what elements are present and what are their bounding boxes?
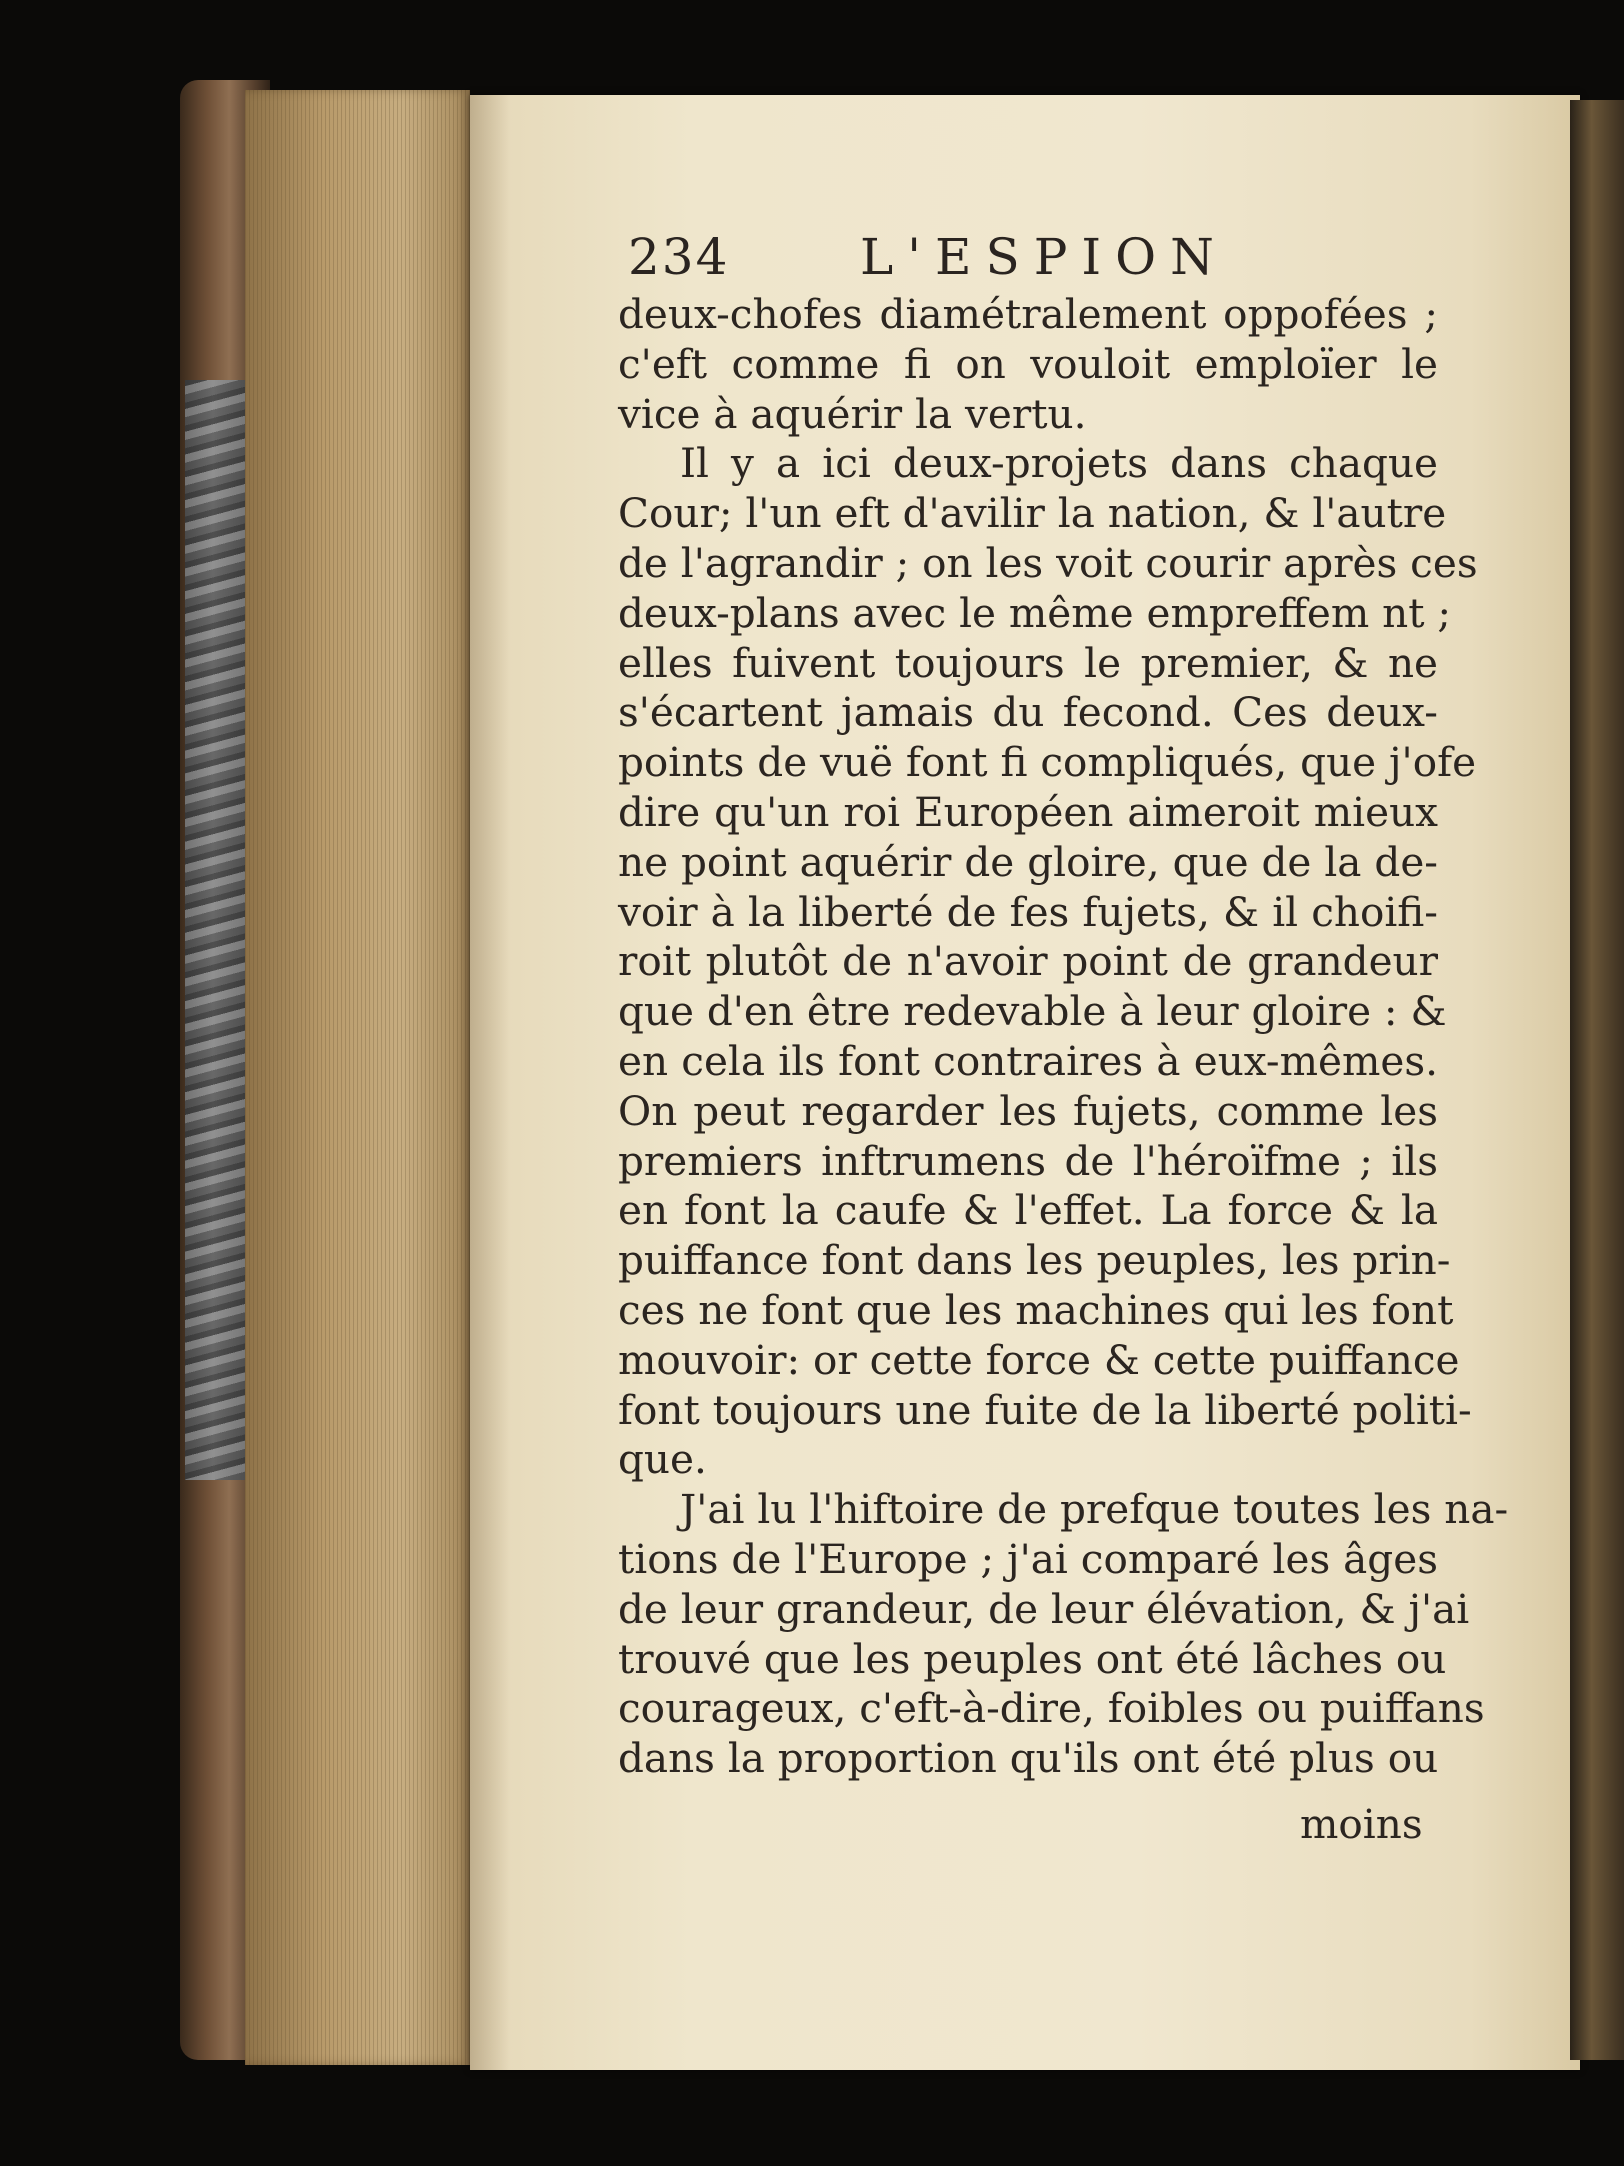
- text-line: courageux, c'eft-à-dire, foibles ou puiffans: [618, 1684, 1485, 1733]
- text-line: mouvoir: or cette force & cette puiffance: [618, 1335, 1460, 1384]
- text-line: puiffance font dans les peuples, les prin-: [618, 1236, 1451, 1285]
- text-line: voir à la liberté de fes fujets, & il choifi-: [618, 887, 1438, 936]
- text-line: premiers inftrumens de l'héroïfme ; ils: [618, 1136, 1438, 1185]
- text-line: elles fuivent toujours le premier, & ne: [618, 638, 1438, 687]
- text-line: tions de l'Europe ; j'ai comparé les âges: [618, 1534, 1438, 1583]
- running-head: [628, 228, 1248, 288]
- text-line: font toujours une fuite de la liberté politi-: [618, 1385, 1472, 1434]
- next-page-edge: [1570, 100, 1624, 2060]
- text-line: ne point aquérir de gloire, que de la de-: [618, 837, 1438, 886]
- text-line: Cour; l'un eft d'avilir la nation, & l'autre: [618, 489, 1447, 538]
- text-line: s'écartent jamais du fecond. Ces deux-: [618, 688, 1438, 737]
- text-line: deux-chofes diamétralement oppofées ;: [618, 290, 1438, 338]
- text-line: que d'en être redevable à leur gloire : &: [618, 987, 1447, 1036]
- text-line: dans la proportion qu'ils ont été plus ou: [618, 1734, 1439, 1783]
- gutter-shadow: [470, 95, 510, 2070]
- page-number: 234: [628, 228, 730, 286]
- text-line: trouvé que les peuples ont été lâches ou: [618, 1634, 1447, 1683]
- text-line: roit plutôt de n'avoir point de grandeur: [618, 937, 1438, 986]
- text-line: J'ai lu l'hiftoire de prefque toutes les na-: [680, 1485, 1509, 1534]
- text-block: [618, 290, 1509, 1784]
- text-line: de l'agrandir ; on les voit courir après ces: [618, 538, 1478, 587]
- page-edges: [245, 90, 470, 2065]
- text-line: que.: [618, 1435, 707, 1484]
- text-line: de leur grandeur, de leur élévation, & j'ai: [618, 1584, 1470, 1633]
- text-line: vice à aquérir la vertu.: [618, 389, 1087, 438]
- text-line: en cela ils font contraires à eux-mêmes.: [618, 1036, 1438, 1085]
- text-line: deux-plans avec le même empreffem nt ;: [618, 588, 1452, 637]
- text-line: c'eft comme fi on vouloit emploïer le: [618, 339, 1438, 388]
- catchword: moins: [1300, 1800, 1423, 1848]
- text-line: Il y a ici deux-projets dans chaque: [680, 439, 1438, 488]
- text-line: points de vuë font fi compliqués, que j'ofe: [618, 738, 1477, 787]
- text-line: dire qu'un roi Européen aimeroit mieux: [618, 787, 1438, 836]
- text-line: en font la caufe & l'effet. La force & la: [618, 1186, 1438, 1235]
- page-heading: L'ESPION: [860, 228, 1228, 286]
- text-line: ces ne font que les machines qui les font: [618, 1285, 1454, 1334]
- text-line: On peut regarder les fujets, comme les: [618, 1086, 1438, 1135]
